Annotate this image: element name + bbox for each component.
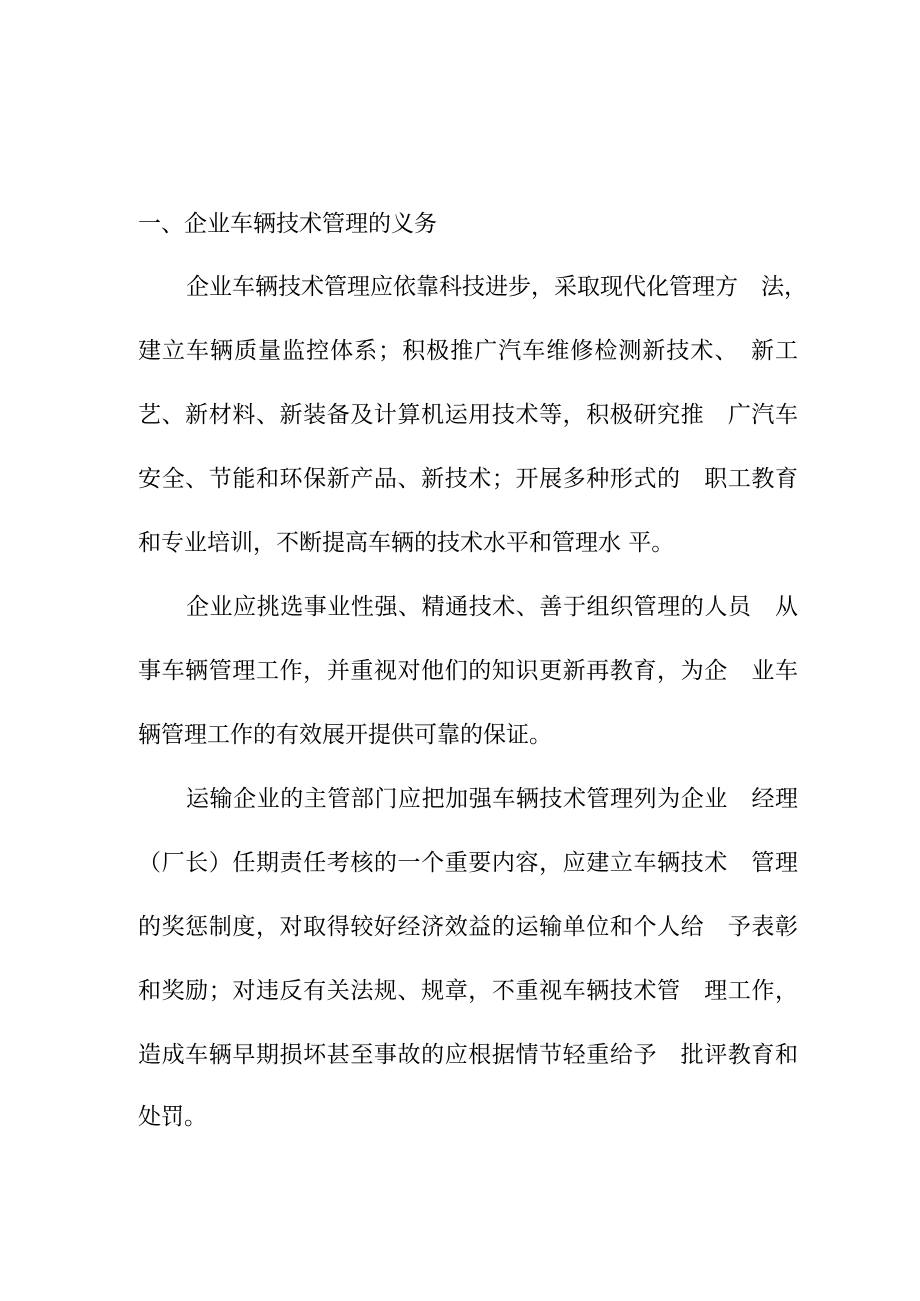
paragraph-1-line-3: 艺、新材料、新装备及计算机运用技术等，积极研究推 广汽车	[138, 402, 798, 428]
paragraph-1-line-5: 和专业培训，不断提高车辆的技术水平和管理水 平。	[138, 530, 675, 556]
paragraph-3-line-3: 的奖惩制度，对取得较好经济效益的运输单位和个人给 予表彰	[138, 914, 798, 940]
section-heading: 一、企业车辆技术管理的义务	[138, 211, 437, 237]
paragraph-3-line-1: 运输企业的主管部门应把加强车辆技术管理列为企业 经理	[186, 786, 798, 812]
paragraph-3-line-5: 造成车辆早期损坏甚至事故的应根据情节轻重给予 批评教育和	[138, 1042, 798, 1068]
paragraph-1-line-4: 安全、节能和环保新产品、新技术；开展多种形式的 职工教育	[138, 466, 798, 492]
paragraph-2-line-3: 辆管理工作的有效展开提供可靠的保证。	[138, 722, 552, 748]
paragraph-3-line-2: （厂长）任期责任考核的一个重要内容，应建立车辆技术 管理	[138, 850, 798, 876]
paragraph-3-line-4: 和奖励；对违反有关法规、规章，不重视车辆技术管 理工作，	[138, 978, 798, 1004]
paragraph-1-line-2: 建立车辆质量监控体系；积极推广汽车维修检测新技术、 新工	[138, 338, 798, 364]
paragraph-3-line-6: 处罚。	[138, 1104, 207, 1130]
paragraph-2-line-1: 企业应挑选事业性强、精通技术、善于组织管理的人员 从	[186, 594, 798, 620]
paragraph-1-line-1: 企业车辆技术管理应依靠科技进步，采取现代化管理方 法，	[186, 274, 807, 300]
paragraph-2-line-2: 事车辆管理工作，并重视对他们的知识更新再教育，为企 业车	[138, 658, 798, 684]
